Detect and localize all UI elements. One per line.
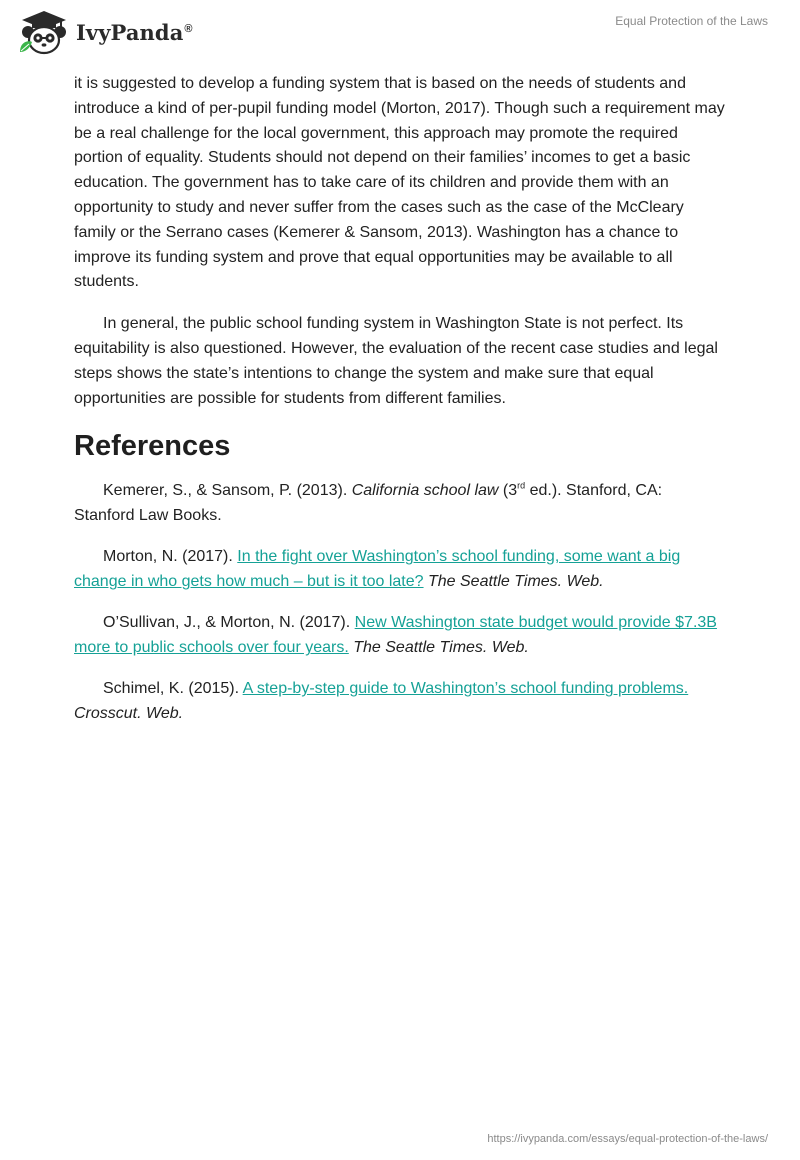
reference-link[interactable]: New Washington state budget would provide $7.3B more to public schools over four years. xyxy=(74,614,717,657)
reference-item xyxy=(74,544,726,594)
page-url: https://ivypanda.com/essays/equal-protection-of-the-laws/ xyxy=(487,1133,768,1145)
reference-publisher: ed.). Stanford, CA: Stanford Law Books. xyxy=(74,482,663,525)
reference-link[interactable]: In the fight over Washington’s school funding, some want a big change in who gets how much – but is it too late? xyxy=(74,548,681,591)
reference-authors: Morton, N. (2017). xyxy=(103,548,238,566)
reference-source: The Seattle Times. Web. xyxy=(348,639,529,657)
reference-title: California school law xyxy=(351,482,499,500)
reference-edition-sup: rd xyxy=(517,481,526,492)
reference-edition: (3 xyxy=(498,482,518,500)
reference-authors: Kemerer, S., & Sansom, P. (2013). xyxy=(103,482,352,500)
body-paragraph: it is suggested to develop a funding system that is based on the needs of students and introduce a kind of per-pupil funding model (Morton, 2017). Though such a requirement may be a real challenge for the local government, this approach may promote the required portion of equality. Students should not depend on their families’ incomes to get a basic education. The government has to take care of its children and provide them with an opportunity to study and never suffer from the cases such as the case of the McCleary family or the Serrano cases (Kemerer & Sansom, 2013). Washington has a chance to improve its funding system and prove that equal opportunities may be available to all students. xyxy=(74,75,725,291)
reference-source: Crosscut. Web. xyxy=(74,705,184,723)
reference-item xyxy=(74,610,726,660)
reference-link[interactable]: A step-by-step guide to Washington’s school funding problems. xyxy=(242,680,689,698)
page-header xyxy=(0,0,800,64)
essay-body xyxy=(74,72,726,742)
reference-item xyxy=(74,478,726,528)
panda-graduation-cap-icon xyxy=(14,8,70,56)
body-paragraph: In general, the public school funding system in Washington State is not perfect. Its equitability is also questioned. However, the evaluation of the recent case studies and legal steps shows the state’s intentions to change the system and make sure that equal opportunities are possible for students from different families. xyxy=(74,315,718,407)
registered-mark: ® xyxy=(184,22,193,35)
reference-authors: Schimel, K. (2015). xyxy=(103,680,243,698)
reference-authors: O’Sullivan, J., & Morton, N. (2017). xyxy=(103,614,355,632)
brand-name: IvyPanda® xyxy=(76,19,193,45)
reference-source: The Seattle Times. Web. xyxy=(423,573,604,591)
brand-logo[interactable] xyxy=(14,8,193,56)
reference-item xyxy=(74,676,726,726)
references-heading: References xyxy=(74,430,231,463)
document-title: Equal Protection of the Laws xyxy=(615,14,768,28)
